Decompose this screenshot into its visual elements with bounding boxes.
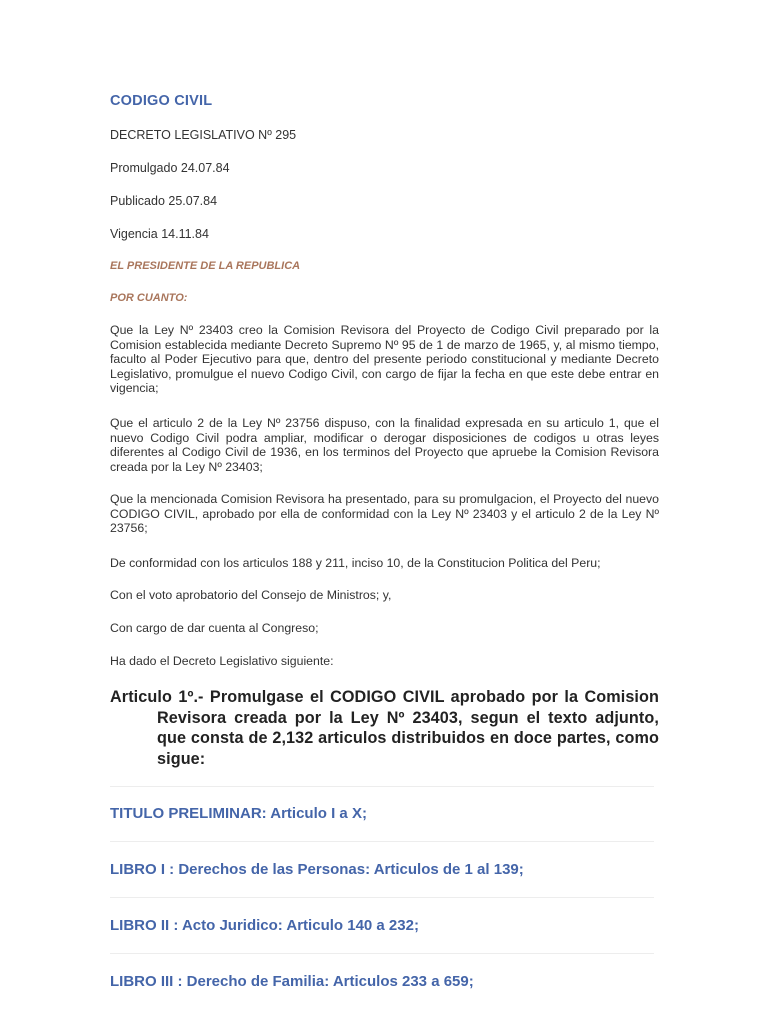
publication-date: Publicado 25.07.84 (110, 194, 218, 208)
decree-number: DECRETO LEGISLATIVO Nº 295 (110, 128, 297, 142)
heading-por-cuanto: POR CUANTO: (110, 292, 188, 304)
line-decreto: Ha dado el Decreto Legislativo siguiente: (110, 654, 334, 668)
heading-president: EL PRESIDENTE DE LA REPUBLICA (110, 260, 301, 272)
document-title: CODIGO CIVIL (110, 93, 213, 109)
line-constitucion: De conformidad con los articulos 188 y 211, inciso 10, de la Constitucion Politica del Peru; (110, 556, 601, 570)
divider (110, 953, 654, 954)
article-1: Articulo 1º.- Promulgase el CODIGO CIVIL aprobado por la Comision Revisora creada por la Ley Nº 23403, segun el texto adjunto, que consta de 2,132 articulos distribuidos en doce partes, como sigue: (110, 688, 659, 768)
divider (110, 841, 654, 842)
paragraph-comision: Que la mencionada Comision Revisora ha presentado, para su promulgacion, el Proyecto del nuevo CODIGO CIVIL, aprobado por ella de conformidad con la Ley Nº 23403 y el articulo 2 de la Ley Nº 23756; (110, 492, 659, 536)
part-libro-3: LIBRO III : Derecho de Familia: Articulos 233 a 659; (110, 973, 474, 990)
divider (110, 786, 654, 787)
line-congreso: Con cargo de dar cuenta al Congreso; (110, 621, 319, 635)
part-libro-1: LIBRO I : Derechos de las Personas: Articulos de 1 al 139; (110, 861, 524, 878)
part-libro-2: LIBRO II : Acto Juridico: Articulo 140 a 232; (110, 917, 419, 934)
line-consejo: Con el voto aprobatorio del Consejo de Ministros; y, (110, 588, 392, 602)
paragraph-ley-23403: Que la Ley Nº 23403 creo la Comision Revisora del Proyecto de Codigo Civil preparado por la Comision establecida mediante Decreto Supremo Nº 95 de 1 de marzo de 1965, y, al mismo tiempo, faculto al Poder Ejecutivo para que, dentro del presente periodo constitucional y mediante Decreto Legislativo, promulgue el nuevo Codigo Civil, con cargo de fijar la fecha en que este debe entrar en vigencia; (110, 323, 659, 396)
divider (110, 897, 654, 898)
part-titulo-preliminar: TITULO PRELIMINAR: Articulo I a X; (110, 805, 367, 822)
effective-date: Vigencia 14.11.84 (110, 227, 209, 241)
paragraph-ley-23756: Que el articulo 2 de la Ley Nº 23756 dispuso, con la finalidad expresada en su articulo 1, que el nuevo Codigo Civil podra ampliar, modificar o derogar disposiciones de codigos u otras leyes diferentes al Codigo Civil de 1936, en los terminos del Proyecto que apruebe la Comision Revisora creada por la Ley Nº 23403; (110, 416, 659, 474)
promulgation-date: Promulgado 24.07.84 (110, 161, 230, 175)
